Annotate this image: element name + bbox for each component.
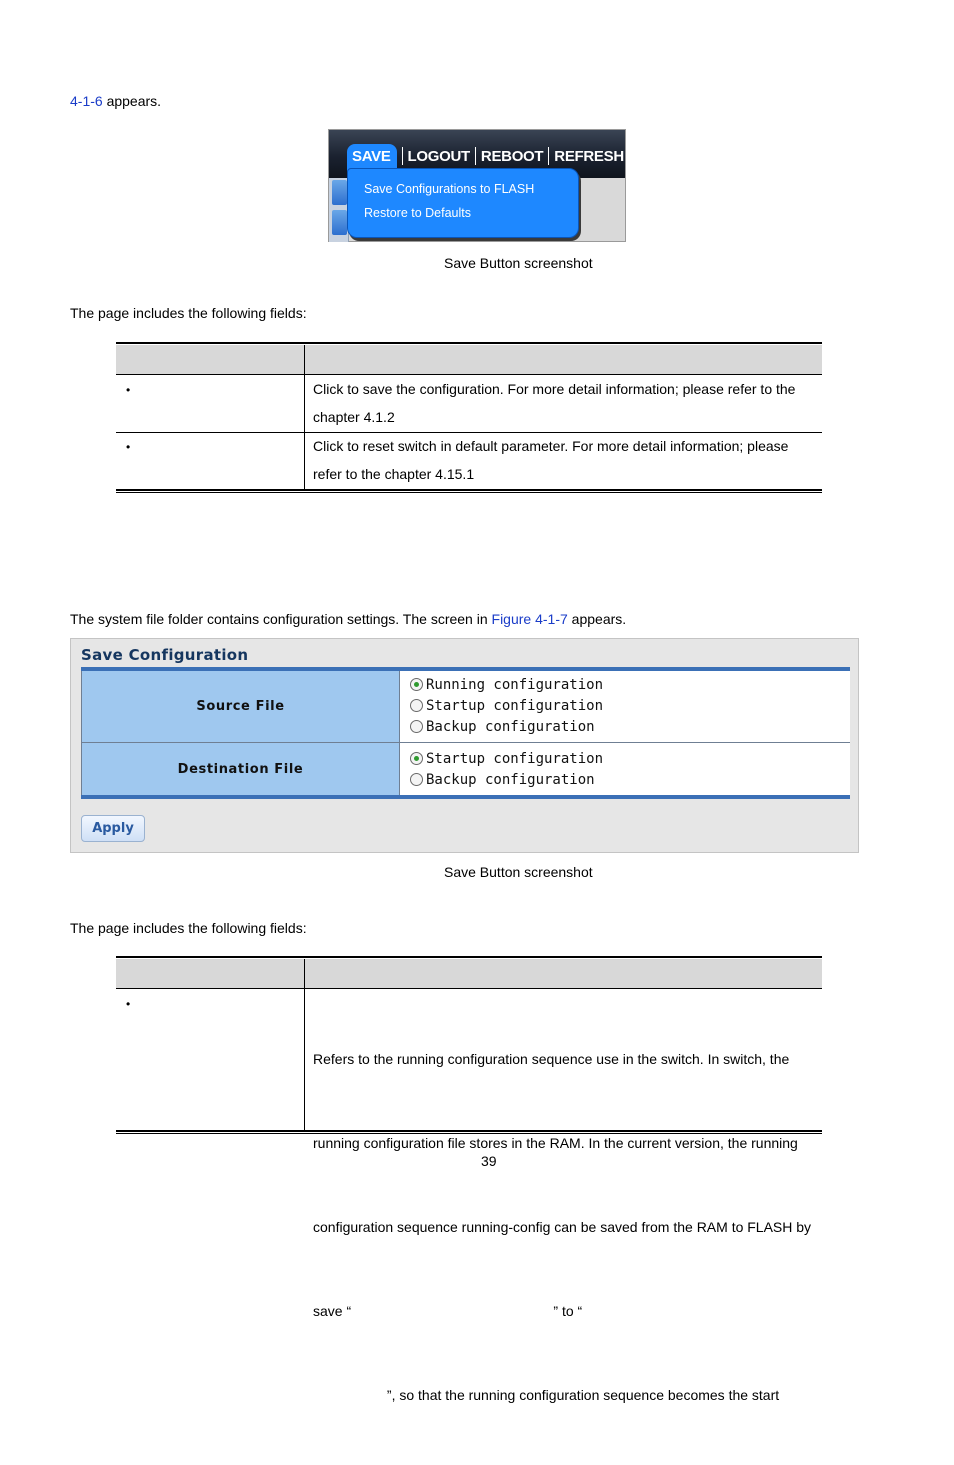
bullet: •: [126, 997, 131, 1011]
row-description: [313, 989, 818, 1465]
figure-link[interactable]: Figure 4-1-7: [491, 611, 568, 627]
destination-file-label: Destination File: [81, 743, 400, 795]
apply-button[interactable]: Apply: [81, 815, 145, 842]
fields-table: [116, 342, 822, 494]
source-file-options: [410, 674, 603, 737]
destination-file-options: [410, 748, 603, 790]
table-rule: [116, 956, 822, 958]
intro-text: appears.: [102, 93, 162, 109]
menu-reboot[interactable]: REBOOT: [480, 147, 544, 165]
destination-file-row: [81, 743, 850, 795]
fields-intro: The page includes the following fields:: [70, 920, 307, 936]
side-block: [332, 180, 347, 205]
source-option-startup[interactable]: [410, 695, 603, 716]
dest-option-startup[interactable]: [410, 748, 603, 769]
side-block: [332, 210, 347, 235]
menu-refresh[interactable]: REFRESH: [554, 147, 624, 165]
table-row: [116, 432, 822, 489]
description-line: save “ ” to “: [313, 1303, 583, 1319]
table-rule: [116, 342, 822, 344]
panel-title: Save Configuration: [81, 646, 249, 664]
system-paragraph: [70, 611, 626, 628]
row-description: Click to reset switch in default parameter. For more detail information; please refer to the chapter 4.15.1: [313, 438, 789, 482]
source-option-running[interactable]: [410, 674, 603, 695]
source-file-label: Source File: [81, 671, 400, 742]
menu-separator: [402, 147, 403, 165]
option-label: Startup configuration: [426, 697, 604, 714]
menu-separator: [548, 147, 549, 165]
radio-icon[interactable]: [410, 699, 423, 712]
table-bottom-rule: [116, 489, 822, 493]
caption: Save Button screenshot: [444, 864, 593, 880]
system-text: The system file folder contains configuration settings. The screen in: [70, 611, 492, 627]
figure-link[interactable]: 4-1-6: [70, 93, 103, 109]
menu-logout[interactable]: LOGOUT: [407, 147, 470, 165]
radio-selected-icon[interactable]: [410, 752, 423, 765]
side-column: [329, 178, 349, 242]
menu-separator: [475, 147, 476, 165]
table-bottom-rule: [116, 1130, 822, 1134]
row-description: Click to save the configuration. For more detail information; please refer to the chapter 4.1.2: [313, 381, 796, 425]
save-dropdown: [347, 168, 579, 238]
table-header: [116, 345, 822, 375]
bullet: •: [126, 383, 131, 397]
option-label: Backup configuration: [426, 718, 595, 735]
save-menu-screenshot: [328, 129, 626, 242]
option-label: Running configuration: [426, 676, 604, 693]
bullet: •: [126, 440, 131, 454]
option-label: Backup configuration: [426, 771, 595, 788]
dest-option-backup[interactable]: [410, 769, 603, 790]
intro-line: [70, 93, 161, 110]
description-line: running configuration file stores in the RAM. In the current version, the running: [313, 1135, 798, 1151]
source-option-backup[interactable]: [410, 716, 603, 737]
dropdown-restore-defaults[interactable]: Restore to Defaults: [364, 206, 471, 220]
description-line: Refers to the running configuration sequence use in the switch. In switch, the: [313, 1051, 790, 1067]
system-text-end: appears.: [567, 611, 627, 627]
option-label: Startup configuration: [426, 750, 604, 767]
save-configuration-panel: [70, 638, 859, 853]
description-line: configuration sequence running-config can be saved from the RAM to FLASH by: [313, 1219, 812, 1235]
radio-icon[interactable]: [410, 773, 423, 786]
radio-icon[interactable]: [410, 720, 423, 733]
menu-save[interactable]: SAVE: [347, 144, 397, 177]
config-table: [81, 667, 850, 799]
radio-selected-icon[interactable]: [410, 678, 423, 691]
table-row: [116, 375, 822, 432]
caption: Save Button screenshot: [444, 255, 593, 271]
fields-intro: The page includes the following fields:: [70, 305, 307, 321]
dropdown-save-flash[interactable]: Save Configurations to FLASH: [364, 182, 535, 196]
description-line: ”, so that the running configuration sequence becomes the start: [313, 1387, 780, 1403]
source-file-row: [81, 671, 850, 743]
table-header: [116, 959, 822, 989]
page-number: 39: [481, 1153, 497, 1169]
